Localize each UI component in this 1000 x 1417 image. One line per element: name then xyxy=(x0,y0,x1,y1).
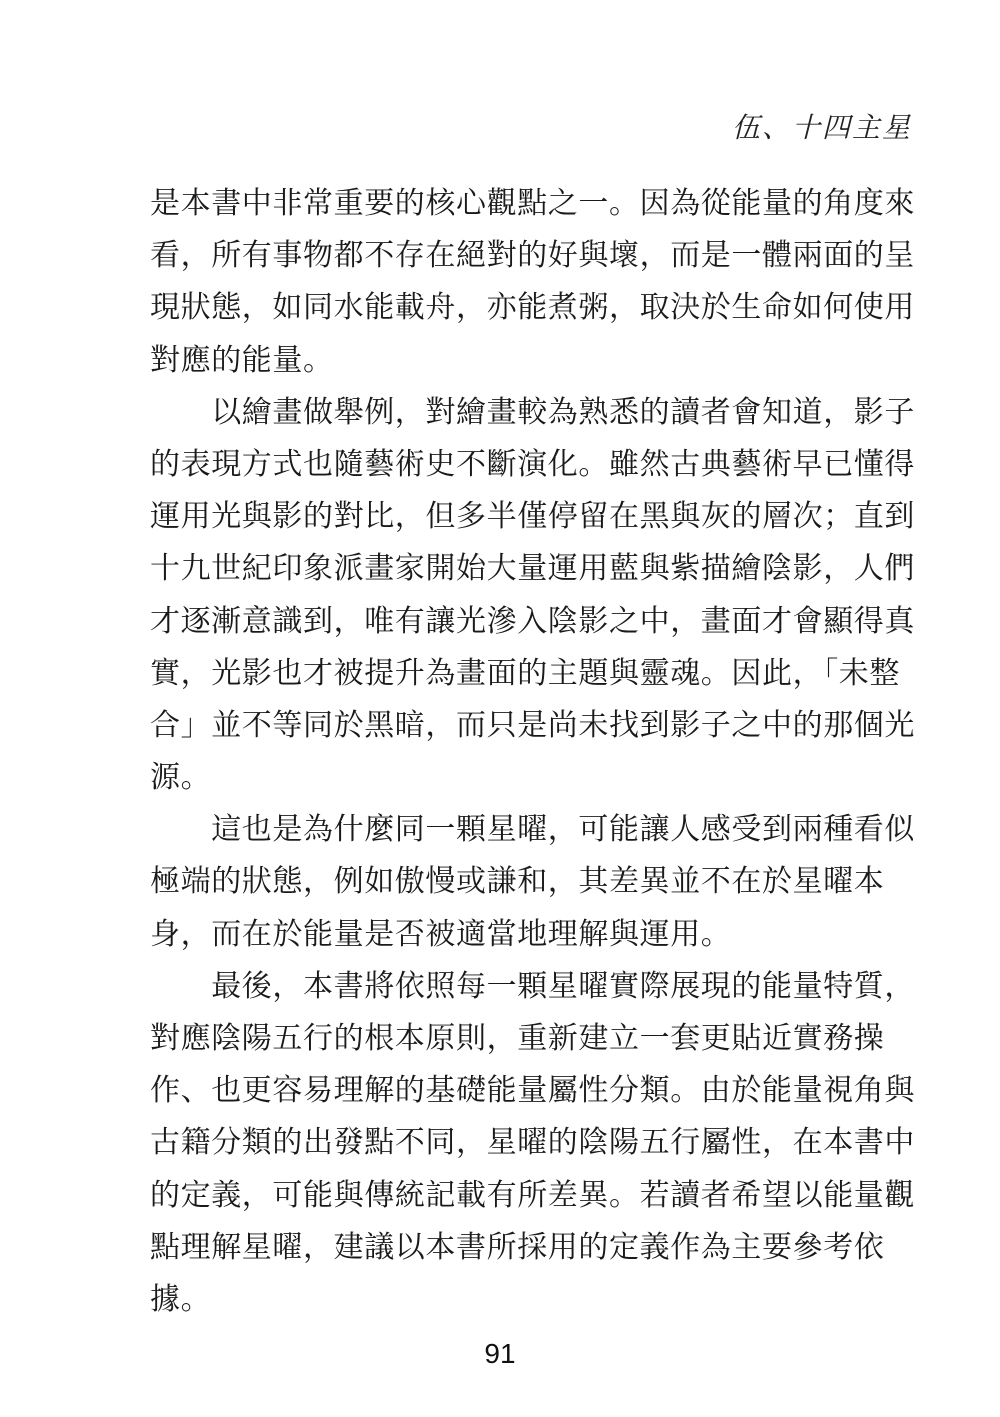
text-line: 運用光與影的對比，但多半僅停留在黑與灰的層次；直到 xyxy=(150,499,915,535)
text-line: 古籍分類的出發點不同，星曜的陰陽五行屬性，在本書中 xyxy=(150,1125,915,1161)
text-line: 才逐漸意識到，唯有讓光滲入陰影之中，畫面才會顯得真 xyxy=(150,603,915,639)
text-line: 作、也更容易理解的基礎能量屬性分類。由於能量視角與 xyxy=(150,1073,915,1109)
text-line: 現狀態，如同水能載舟，亦能煮粥，取決於生命如何使用 xyxy=(150,290,915,326)
text-line: 的表現方式也隨藝術史不斷演化。雖然古典藝術早已懂得 xyxy=(150,446,915,482)
text-line: 實，光影也才被提升為畫面的主題與靈魂。因此，「未整 xyxy=(150,655,900,691)
running-header-title: 伍、十四主星 xyxy=(731,111,912,144)
text-line: 對應陰陽五行的根本原則，重新建立一套更貼近實務操 xyxy=(150,1021,885,1056)
text-line: 合」並不等同於黑暗，而只是尚未找到影子之中的那個光 xyxy=(150,707,915,743)
text-line: 點理解星曜，建議以本書所採用的定義作為主要參考依 xyxy=(150,1229,885,1265)
text-line: 極端的狀態，例如傲慢或謙和，其差異並不在於星曜本 xyxy=(150,864,885,900)
text-line: 看，所有事物都不存在絕對的好與壞，而是一體兩面的呈 xyxy=(150,238,915,274)
text-line: 十九世紀印象派畫家開始大量運用藍與紫描繪陰影，人們 xyxy=(150,551,915,587)
text-line: 最後，本書將依照每一顆星曜實際展現的能量特質， xyxy=(150,968,915,1004)
text-line: 源。 xyxy=(150,760,212,796)
text-line: 對應的能量。 xyxy=(150,342,334,378)
text-line: 據。 xyxy=(150,1281,212,1317)
text-line: 以繪畫做舉例，對繪畫較為熟悉的讀者會知道，影子 xyxy=(150,394,915,430)
text-line: 是本書中非常重要的核心觀點之一。因為從能量的角度來 xyxy=(150,186,915,221)
text-line: 身，而在於能量是否被適當地理解與運用。 xyxy=(150,916,732,952)
text-line: 這也是為什麼同一顆星曜，可能讓人感受到兩種看似 xyxy=(150,812,915,848)
text-line: 的定義，可能與傳統記載有所差異。若讀者希望以能量觀 xyxy=(150,1177,915,1213)
body-text xyxy=(150,178,915,1326)
page-number: 91 xyxy=(484,1338,516,1369)
